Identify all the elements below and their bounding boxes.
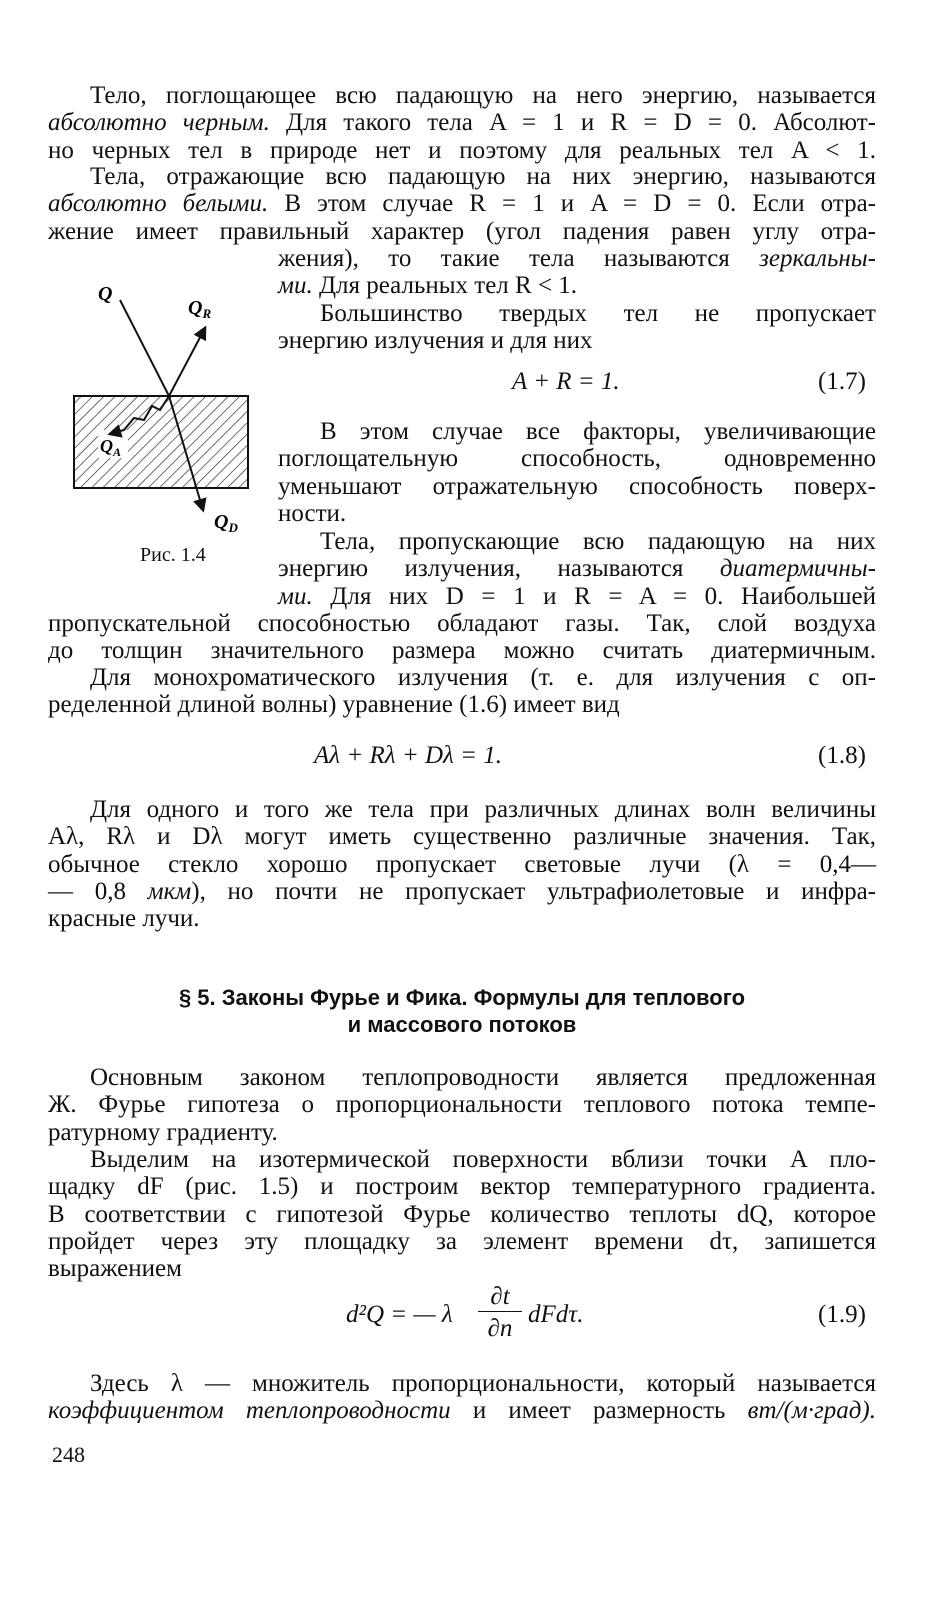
text-line: Тело, поглощающее всю падающую на него энергию, называется bbox=[90, 82, 876, 109]
paragraph-isothermal-surface bbox=[48, 1146, 876, 1282]
text-line: но черных тел в природе нет и поэтому для реальных тел A < 1. bbox=[48, 136, 876, 164]
section-heading: § 5. Законы Фурье и Фика. Формулы для теплового и массового потоков bbox=[178, 985, 746, 1037]
paragraph-mirror-bodies: жения), то такие тела называются зеркальны- ми. Для реальных тел R < 1. bbox=[278, 245, 876, 300]
text-line: Выделим на изотермической поверхности вблизи точки A пло- bbox=[90, 1146, 876, 1173]
equation-number: (1.8) bbox=[818, 742, 866, 769]
text-line: пропускательной способностью обладают газы. Так, слой воздуха bbox=[48, 610, 876, 637]
text-line: до толщин значительного размера можно считать диатермичным. bbox=[48, 637, 876, 665]
text-line: поглощательную способность, одновременно bbox=[278, 445, 876, 473]
paragraph-monochromatic bbox=[48, 664, 876, 719]
text-line: В соответствии с гипотезой Фурье количество теплоты dQ, которое bbox=[48, 1200, 876, 1228]
equation-number: (1.9) bbox=[818, 1301, 866, 1328]
equation-number: (1.7) bbox=[818, 368, 866, 395]
text-line: Здесь λ — множитель пропорциональности, который называется bbox=[90, 1370, 876, 1397]
paragraph-factors bbox=[278, 418, 876, 527]
figure-caption: Рис. 1.4 bbox=[140, 544, 206, 566]
text-line: Тела, пропускающие всю падающую на них bbox=[320, 528, 876, 555]
term-white-body: абсолютно белыми. bbox=[48, 190, 269, 218]
text-line: пройдет через эту площадку за элемент времени dτ, запишется bbox=[48, 1227, 876, 1255]
text-line: выражением bbox=[48, 1255, 182, 1283]
paragraph-conductivity: Здесь λ — множитель пропорциональности, который называется коэффициентом теплопроводности и имеет размерность вт/(м·град). bbox=[48, 1370, 876, 1425]
term-thermal-conductivity: коэффициентом теплопроводности bbox=[48, 1397, 451, 1425]
paragraph-solids bbox=[278, 300, 876, 355]
unit: вт/(м·град). bbox=[747, 1397, 876, 1425]
page-number: 248 bbox=[52, 1442, 85, 1467]
paragraph-wavelength: Для одного и того же тела при различных длинах волн величины Aλ, Rλ и Dλ могут иметь существенно различные значения. Так, обычное стекло хорошо пропускает световые лучи (λ = 0,4— — 0,8 мкм), но почти не пропускает ультрафиолетовые и инфра- красные лучи. bbox=[48, 796, 876, 933]
label-qr: $Q_R$ bbox=[188, 297, 212, 321]
text-line: Для монохроматического излучения (т. е. для излучения с оп- bbox=[90, 664, 876, 691]
paragraph-fourier-law bbox=[48, 1064, 876, 1146]
text-line: Для одного и того же тела при различных длинах волн величины bbox=[90, 796, 876, 823]
figure-1-4 bbox=[60, 270, 270, 570]
label-qd: $Q_D$ bbox=[214, 511, 238, 535]
equation-denominator: ∂n bbox=[487, 1315, 513, 1342]
text-line: обычное стекло хорошо пропускает световые лучи (λ = 0,4— bbox=[48, 850, 876, 878]
term-black-body: абсолютно черным. bbox=[48, 109, 270, 137]
text-line: Большинство твердых тел не пропускает bbox=[320, 300, 876, 327]
equation-1-8: Aλ + Rλ + Dλ = 1. bbox=[314, 742, 502, 769]
equation-lhs: d²Q = — λ bbox=[346, 1301, 453, 1328]
text-line: красные лучи. bbox=[48, 905, 200, 933]
equation-rhs: dFdτ. bbox=[528, 1301, 584, 1328]
text-line: щадку dF (рис. 1.5) и построим вектор температурного градиента. bbox=[48, 1173, 876, 1201]
text-line: ределенной длиной волны) уравнение (1.6) имеет вид bbox=[48, 691, 620, 719]
term-diathermic: диатермичны- bbox=[719, 555, 876, 583]
reflected-ray bbox=[169, 328, 205, 396]
paragraph-diathermic: Тела, пропускающие всю падающую на них энергию излучения, называются диатермичны- ми. Для них D = 1 и R = A = 0. Наибольшей bbox=[278, 528, 876, 610]
text-line: ности. bbox=[278, 499, 347, 527]
text-line: энергию излучения и для них bbox=[278, 327, 593, 355]
paragraph-black-body: Тело, поглощающее всю падающую на него энергию, называется абсолютно черным. Для такого тела A = 1 и R = D = 0. Абсолют- но черных тел в природе нет и поэтому для реальных тел A < 1. bbox=[48, 82, 876, 164]
text-line: Ж. Фурье гипотеза о пропорциональности теплового потока темпе- bbox=[48, 1091, 876, 1119]
text-line: уменьшают отражательную способность поверх- bbox=[278, 472, 876, 500]
text-line: Основным законом теплопроводности является предложенная bbox=[90, 1064, 876, 1091]
equation-numerator: ∂t bbox=[478, 1283, 522, 1312]
label-q: Q bbox=[98, 283, 113, 305]
incident-ray bbox=[120, 300, 169, 396]
text-line: В этом случае все факторы, увеличивающие bbox=[320, 418, 876, 445]
label-qa: $Q_A$ bbox=[100, 436, 122, 459]
paragraph-white-body: Тела, отражающие всю падающую на них энергию, называются абсолютно белыми. В этом случае R = 1 и A = D = 0. Если отра- жение имеет правильный характер (угол падения равен углу отра- bbox=[48, 163, 876, 245]
text-line: Aλ, Rλ и Dλ могут иметь существенно различные значения. Так, bbox=[48, 823, 876, 851]
text-line: ратурному градиенту. bbox=[48, 1118, 278, 1146]
paragraph-gases bbox=[48, 610, 876, 665]
text-line: Тела, отражающие всю падающую на них энергию, называются bbox=[90, 163, 876, 190]
term-mirror: зеркальны- bbox=[759, 245, 876, 272]
text-line: жение имеет правильный характер (угол падения равен углу отра- bbox=[48, 217, 876, 245]
equation-1-7: A + R = 1. bbox=[512, 368, 620, 395]
